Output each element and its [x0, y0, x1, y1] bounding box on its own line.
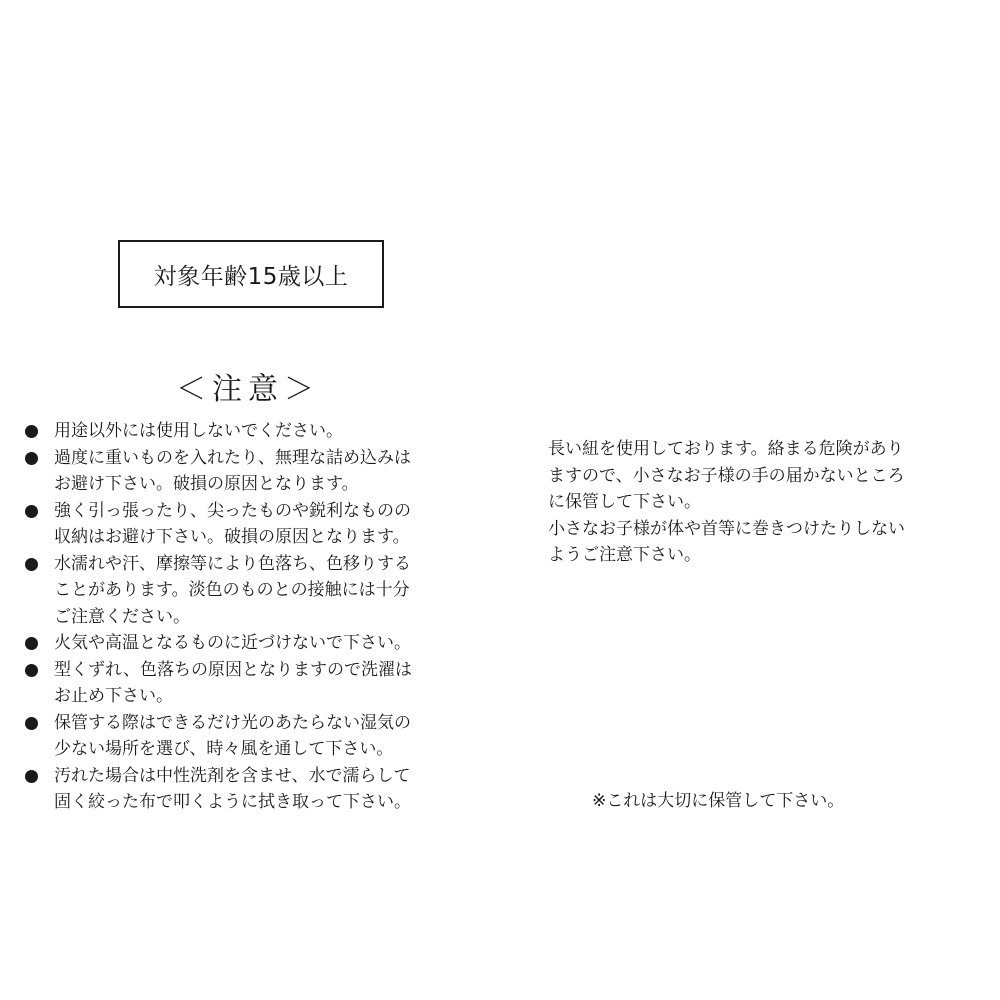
caution-list: [22, 418, 492, 816]
caution-item-text: 汚れた場合は中性洗剤を含ませ、水で濡らして 固く絞った布で叩くように拭き取って下さい。: [54, 765, 411, 812]
caution-item-text: 強く引っ張ったり、尖ったものや鋭利なものの 収納はお避け下さい。破損の原因となります。: [54, 500, 411, 547]
caution-heading: ＜注意＞: [176, 372, 320, 407]
caution-item-pulling: [22, 498, 492, 551]
target-age-box: [118, 240, 384, 308]
bullet-icon: [22, 418, 54, 445]
string-hazard-note: 長い紐を使用しております。絡まる危険があり ますので、小さなお子様の手の届かないところ に保管して下さい。 小さなお子様が体や首等に巻きつけたりしない ようご注意下さい。: [548, 439, 905, 565]
caution-item-color-transfer: [22, 551, 492, 631]
bullet-icon: [22, 551, 54, 578]
caution-item-text: 用途以外には使用しないでください。: [54, 421, 343, 441]
caution-item-usage: [22, 418, 492, 445]
target-age-label: 対象年齢15歳以上: [153, 263, 349, 290]
caution-item-overload: [22, 445, 492, 498]
bullet-icon: [22, 498, 54, 525]
caution-item-storage: [22, 710, 492, 763]
bullet-icon: [22, 630, 54, 657]
caution-item-text: 水濡れや汗、摩擦等により色落ち、色移りする ことがあります。淡色のものとの接触には十分 ご注意ください。: [54, 553, 411, 627]
keep-notice: ※これは大切に保管して下さい。: [592, 791, 845, 811]
caution-item-washing: [22, 657, 492, 710]
bullet-icon: [22, 445, 54, 472]
caution-item-text: 火気や高温となるものに近づけないで下さい。: [54, 633, 411, 653]
caution-item-text: 型くずれ、色落ちの原因となりますので洗濯は お止め下さい。: [54, 659, 413, 706]
bullet-icon: [22, 657, 54, 684]
bullet-icon: [22, 763, 54, 790]
caution-item-text: 保管する際はできるだけ光のあたらない湿気の 少ない場所を選び、時々風を通して下さい。: [54, 712, 411, 759]
caution-item-cleaning: [22, 763, 492, 816]
bullet-icon: [22, 710, 54, 737]
caution-item-heat: [22, 630, 492, 657]
caution-item-text: 過度に重いものを入れたり、無理な詰め込みは お避け下さい。破損の原因となります。: [54, 447, 411, 494]
